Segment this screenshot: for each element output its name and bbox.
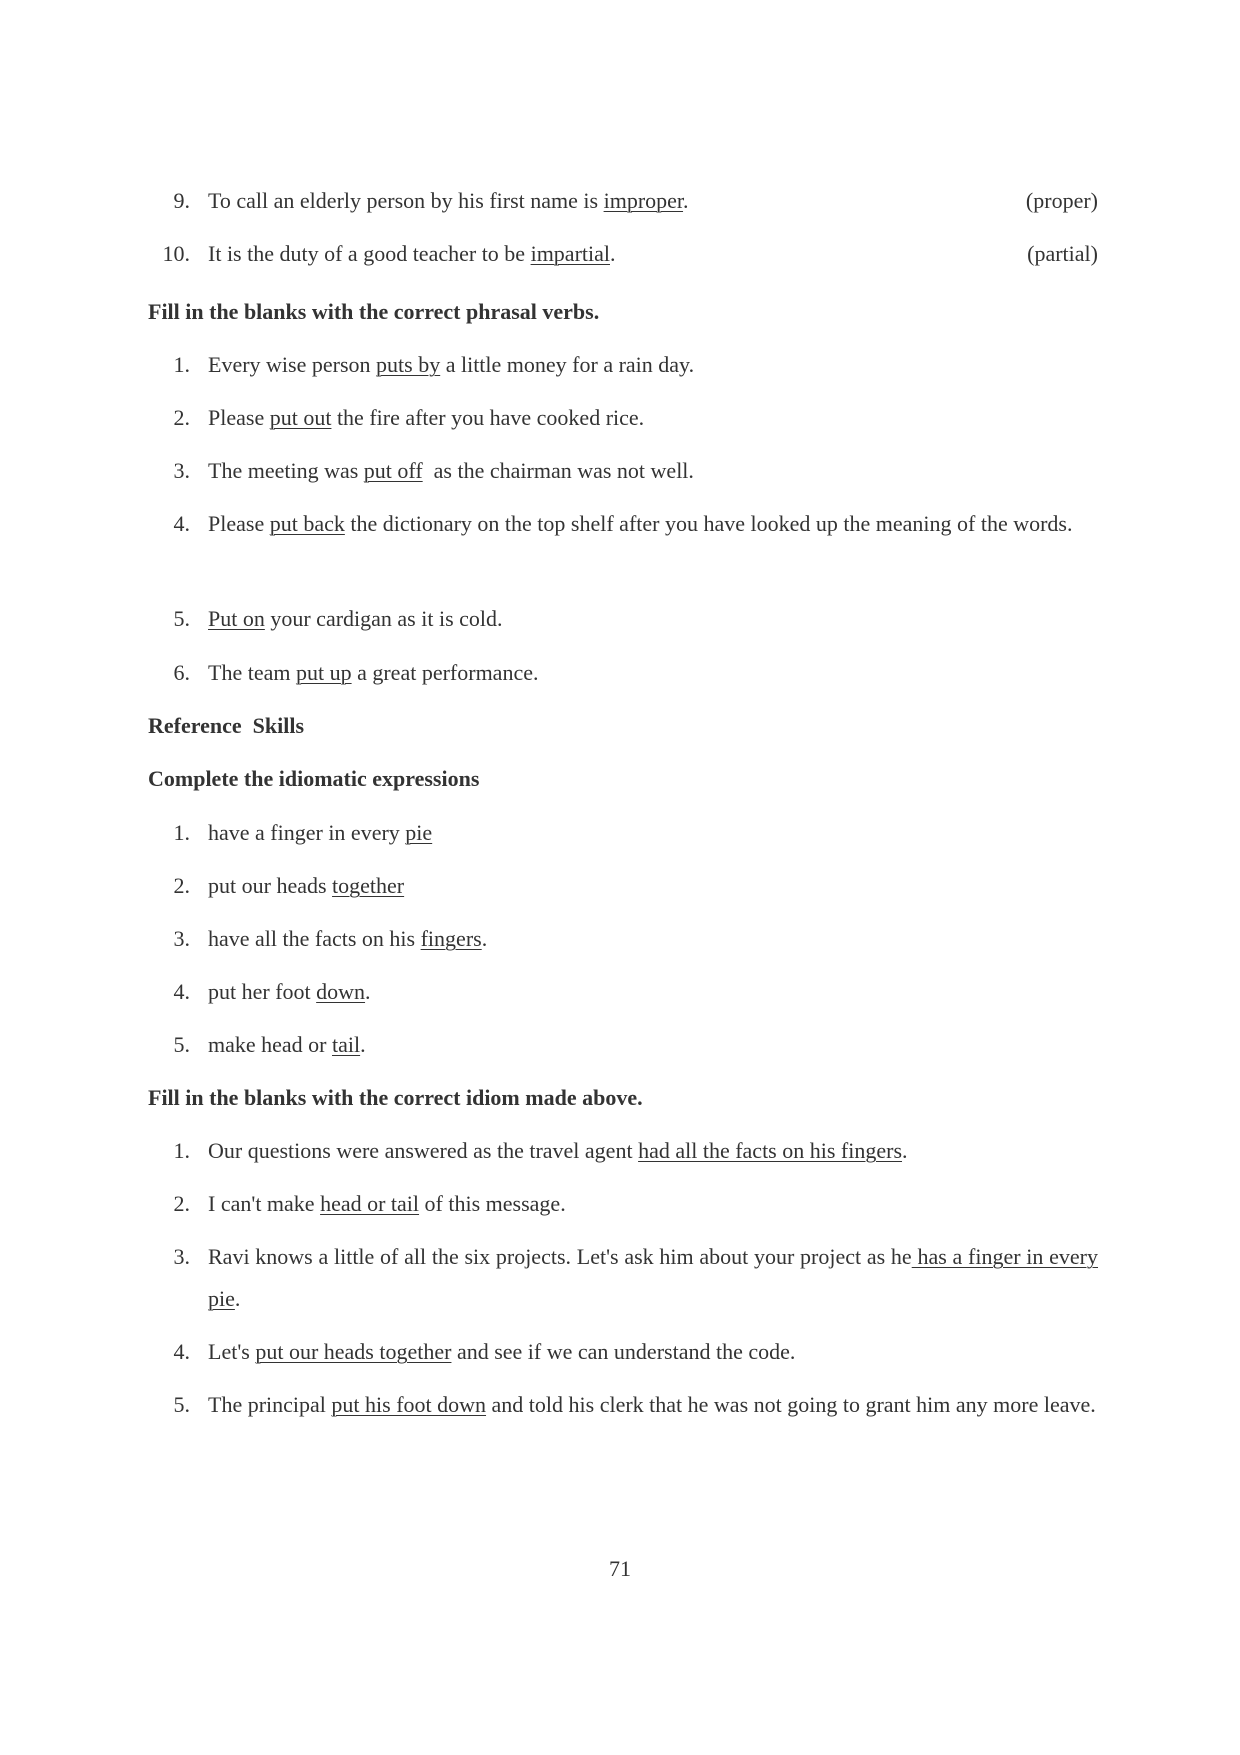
answer: fingers [420, 926, 482, 951]
phrasal-item-2 [148, 397, 1098, 439]
item-number: 6. [173, 660, 190, 685]
phrasal-item-6 [148, 652, 1098, 694]
item-number: 4. [173, 979, 190, 1004]
item-text: The principal put his foot down and told his clerk that he was not going to grant him any more leave. [208, 1392, 1096, 1417]
item-text: Ravi knows a little of all the six projects. Let's ask him about your project as he has a finger in every pie. [208, 1244, 1098, 1311]
item-number: 2. [173, 873, 190, 898]
idiom-blank-item-2 [148, 1183, 1098, 1225]
item-text: put her foot down. [208, 979, 371, 1004]
phrasal-item-1 [148, 344, 1098, 386]
item-text: make head or tail. [208, 1032, 366, 1057]
idiom-blank-item-1 [148, 1130, 1098, 1172]
item-number: 3. [173, 1244, 190, 1269]
hint-word: (partial) [1027, 241, 1098, 266]
idiom-blank-item-5 [148, 1384, 1098, 1426]
item-number: 5. [173, 606, 190, 631]
idiom-item-1 [148, 812, 1098, 854]
idiom-blank-item-3 [148, 1236, 1098, 1320]
item-text: Every wise person puts by a little money for a rain day. [208, 352, 695, 377]
idiom-item-4 [148, 971, 1098, 1013]
answer: together [332, 873, 405, 898]
item-number: 3. [173, 926, 190, 951]
item-text: have a finger in every pie [208, 820, 433, 845]
phrasal-item-5 [148, 598, 1098, 640]
item-text: Please put out the fire after you have cooked rice. [208, 405, 645, 430]
answer: pie [405, 820, 433, 845]
answer: Put on [208, 606, 265, 631]
item-text: I can't make head or tail of this message. [208, 1191, 566, 1216]
hint-word: (proper) [1025, 188, 1098, 213]
phrasal-item-4 [148, 503, 1098, 545]
item-number: 5. [173, 1392, 190, 1417]
item-number: 1. [173, 352, 190, 377]
item-text: have all the facts on his fingers. [208, 926, 488, 951]
idiom-item-3 [148, 918, 1098, 960]
item-number: 2. [173, 1191, 190, 1216]
antonym-item-9 [148, 180, 1098, 222]
idiom-heading: Complete the idiomatic expressions [148, 766, 480, 791]
answer: puts by [376, 352, 441, 377]
item-number: 4. [173, 511, 190, 536]
answer: put off [363, 458, 423, 483]
page-number: 71 [609, 1556, 631, 1581]
item-text: The team put up a great performance. [208, 660, 539, 685]
item-number: 1. [173, 1138, 190, 1163]
idiom-item-2 [148, 865, 1098, 907]
phrasal-heading: Fill in the blanks with the correct phrasal verbs. [148, 299, 600, 324]
answer: had all the facts on his fingers [638, 1138, 903, 1163]
answer: impartial [530, 241, 610, 266]
item-text: put our heads together [208, 873, 405, 898]
answer: head or tail [320, 1191, 420, 1216]
item-number: 2. [173, 405, 190, 430]
item-text: To call an elderly person by his first name is improper. [208, 188, 689, 213]
item-text: Please put back the dictionary on the top shelf after you have looked up the meaning of the words. [208, 511, 1073, 536]
item-number: 3. [173, 458, 190, 483]
item-text: It is the duty of a good teacher to be impartial. [208, 241, 616, 266]
answer: improper [603, 188, 684, 213]
answer: put our heads together [255, 1339, 452, 1364]
item-number: 1. [173, 820, 190, 845]
phrasal-item-3 [148, 450, 1098, 492]
answer: put up [295, 660, 352, 685]
answer: put out [269, 405, 332, 430]
item-text: Let's put our heads together and see if we can understand the code. [208, 1339, 796, 1364]
answer: put his foot down [331, 1392, 487, 1417]
item-number: 4. [173, 1339, 190, 1364]
item-text: Our questions were answered as the travel agent had all the facts on his fingers. [208, 1138, 908, 1163]
answer: has a finger in every pie [208, 1244, 1098, 1311]
item-text: The meeting was put off as the chairman was not well. [208, 458, 694, 483]
idiom-blank-item-4 [148, 1331, 1098, 1373]
idiom-blanks-heading: Fill in the blanks with the correct idiom made above. [148, 1085, 643, 1110]
answer: down [316, 979, 366, 1004]
idiom-item-5 [148, 1024, 1098, 1066]
reference-heading: Reference Skills [148, 713, 305, 738]
answer: tail [332, 1032, 361, 1057]
antonym-item-10 [148, 233, 1098, 275]
item-number: 5. [173, 1032, 190, 1057]
item-text: Put on your cardigan as it is cold. [208, 606, 503, 631]
item-number: 10. [162, 241, 190, 266]
answer: put back [269, 511, 345, 536]
item-number: 9. [173, 188, 190, 213]
